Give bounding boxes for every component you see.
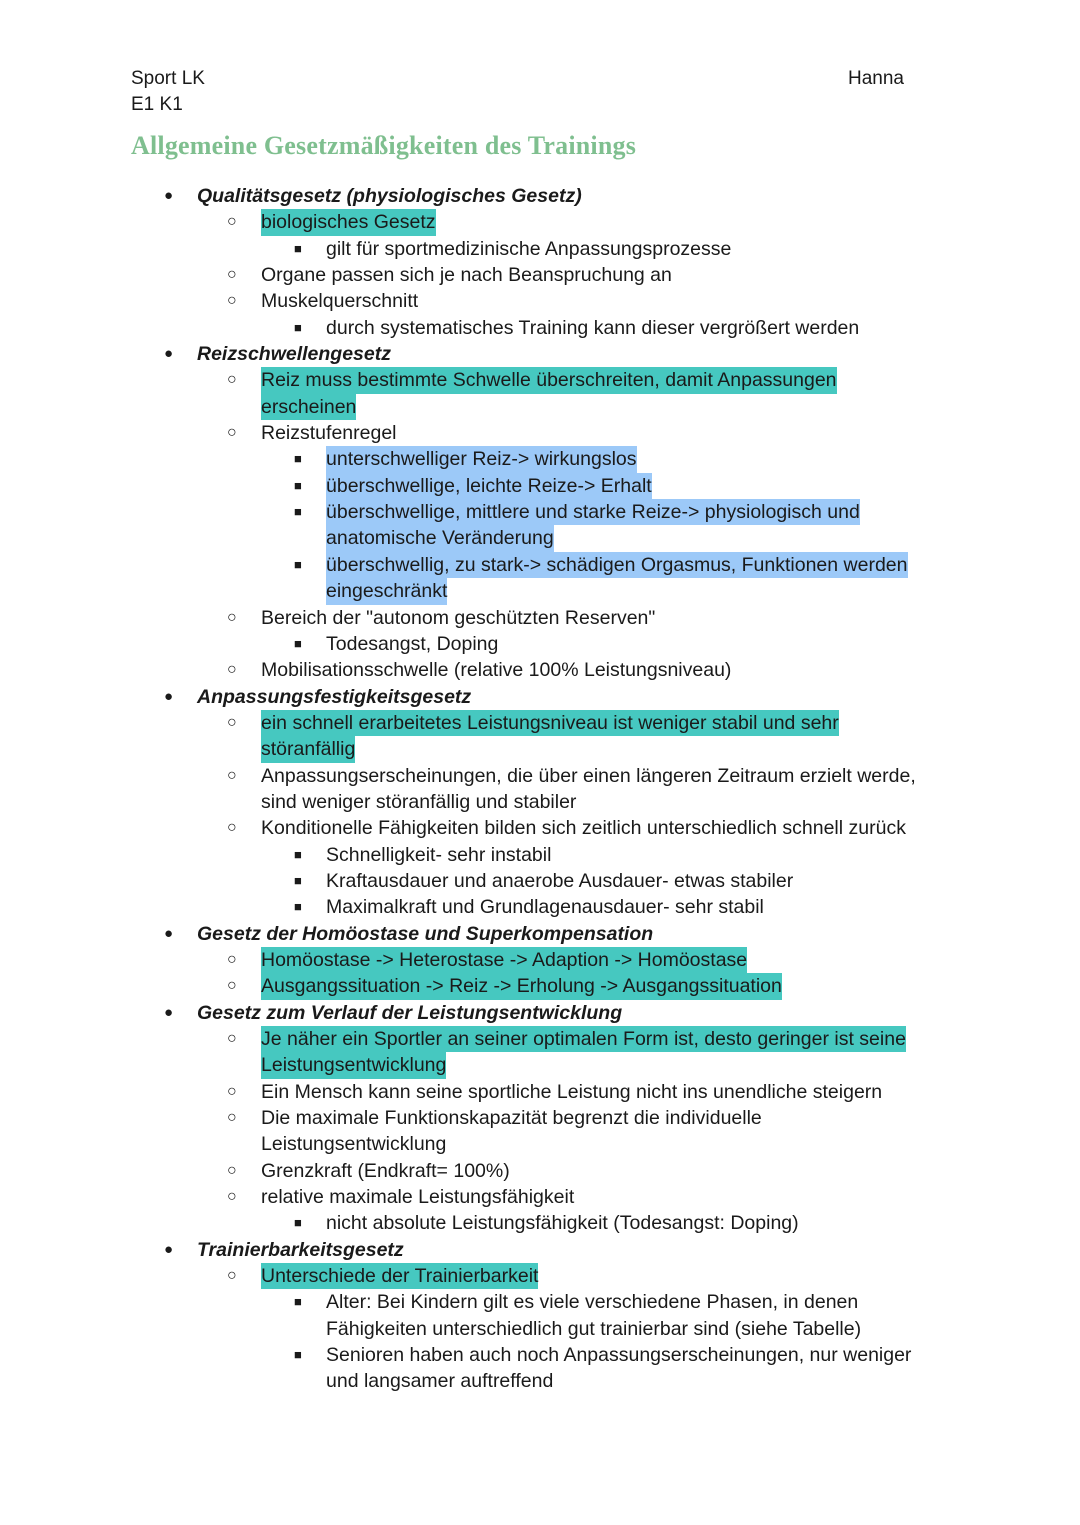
list-item-text: Leistungsentwicklung (261, 1052, 446, 1078)
bullet-icon: ● (164, 687, 174, 705)
bullet-icon: ■ (294, 635, 302, 651)
list-item-level-2 (0, 789, 1080, 815)
bullet-icon: ■ (294, 504, 302, 520)
list-item-text: relative maximale Leistungsfähigkeit (261, 1186, 575, 1209)
bullet-icon: ○ (227, 1161, 237, 1179)
list-item-text: nicht absolute Leistungsfähigkeit (Todesangst: Doping) (326, 1212, 799, 1235)
list-item-level-2 (0, 763, 1080, 789)
list-item-text: Ein Mensch kann seine sportliche Leistung nicht ins unendliche steigern (261, 1080, 883, 1103)
bullet-icon: ○ (227, 713, 237, 731)
list-item-level-2 (0, 209, 1080, 235)
list-item-level-3 (0, 578, 1080, 604)
list-item-level-2 (0, 736, 1080, 762)
bullet-icon: ■ (294, 319, 302, 335)
bullet-icon: ■ (294, 872, 302, 888)
list-item-level-2 (0, 420, 1080, 446)
list-item-text: Homöostase -> Heterostase -> Adaption -> Homöostase (261, 947, 747, 973)
bullet-icon: ■ (294, 1347, 302, 1363)
unit-label: E1 K1 (131, 94, 183, 115)
list-item-level-1 (0, 921, 1080, 947)
list-item-text: Senioren haben auch noch Anpassungserscheinungen, nur weniger (326, 1344, 912, 1367)
list-item-text: störanfällig (261, 736, 355, 762)
list-item-level-2 (0, 710, 1080, 736)
page-title: Allgemeine Gesetzmäßigkeiten des Trainings (131, 131, 637, 160)
bullet-icon: ■ (294, 1215, 302, 1231)
list-item-text: sind weniger störanfällig und stabiler (261, 790, 577, 813)
bullet-icon: ○ (227, 608, 237, 626)
list-item-text: und langsamer auftreffend (326, 1370, 554, 1393)
list-item-level-2 (0, 1158, 1080, 1184)
list-item-level-3 (0, 894, 1080, 920)
list-item-text: Anpassungserscheinungen, die über einen längeren Zeitraum erzielt werde, (261, 764, 916, 787)
list-item-level-3 (0, 499, 1080, 525)
course-label: Sport LK (131, 68, 205, 89)
list-item-text: Leistungsentwicklung (261, 1133, 447, 1156)
bullet-icon: ● (164, 1240, 174, 1258)
bullet-icon: ○ (227, 950, 237, 968)
bullet-icon: ● (164, 924, 174, 942)
bullet-icon: ○ (227, 213, 237, 231)
bullet-icon: ● (164, 1003, 174, 1021)
list-item-text: Alter: Bei Kindern gilt es viele verschiedene Phasen, in denen (326, 1291, 859, 1314)
list-item-text: durch systematisches Training kann dieser vergrößert werden (326, 316, 860, 339)
list-item-level-3 (0, 552, 1080, 578)
header-left (131, 66, 205, 118)
list-item-level-1 (0, 684, 1080, 710)
bullet-icon: ○ (227, 766, 237, 784)
list-item-level-2 (0, 367, 1080, 393)
section-heading: Reizschwellengesetz (197, 343, 391, 366)
list-item-text: Konditionelle Fähigkeiten bilden sich zeitlich unterschiedlich schnell zurück (261, 817, 906, 840)
bullet-icon: ● (164, 187, 174, 204)
bullet-icon: ● (164, 345, 174, 363)
list-item-level-1 (0, 183, 1080, 209)
list-item-text: anatomische Veränderung (326, 525, 554, 551)
bullet-icon: ○ (227, 292, 237, 310)
bullet-icon: ○ (227, 819, 237, 837)
list-item-level-3 (0, 1368, 1080, 1394)
list-item-text: erscheinen (261, 394, 356, 420)
bullet-icon: ○ (227, 1030, 237, 1047)
list-item-level-3 (0, 236, 1080, 262)
list-item-level-2 (0, 1052, 1080, 1078)
bullet-icon: ○ (227, 661, 237, 679)
section-heading: Qualitätsgesetz (physiologisches Gesetz) (197, 185, 582, 207)
list-item-text: Mobilisationsschwelle (relative 100% Leistungsniveau) (261, 659, 732, 682)
list-item-text: unterschwelliger Reiz-> wirkungslos (326, 446, 637, 472)
bullet-icon: ■ (294, 556, 302, 572)
bullet-icon: ○ (227, 1188, 237, 1206)
list-item-level-2 (0, 815, 1080, 841)
list-item-level-3 (0, 1210, 1080, 1236)
notes-list (0, 183, 1080, 1395)
list-item-level-2 (0, 1079, 1080, 1105)
bullet-icon: ○ (227, 1082, 237, 1100)
list-item-level-2 (0, 394, 1080, 420)
bullet-icon: ■ (294, 1294, 302, 1310)
list-item-text: ein schnell erarbeitetes Leistungsniveau ist weniger stabil und sehr (261, 710, 839, 736)
list-item-text: biologisches Gesetz (261, 209, 436, 235)
bullet-icon: ■ (294, 240, 302, 256)
list-item-text: überschwellig, zu stark-> schädigen Orgasmus, Funktionen werden (326, 552, 908, 578)
list-item-level-3 (0, 1316, 1080, 1342)
list-item-text: Ausgangssituation -> Reiz -> Erholung -> Ausgangssituation (261, 973, 782, 999)
author-name: Hanna (848, 68, 904, 89)
list-item-text: Todesangst, Doping (326, 632, 499, 655)
list-item-level-3 (0, 842, 1080, 868)
list-item-level-3 (0, 446, 1080, 472)
list-item-level-3 (0, 1289, 1080, 1315)
section-heading: Gesetz zum Verlauf der Leistungsentwicklung (197, 1001, 623, 1024)
list-item-level-2 (0, 262, 1080, 288)
list-item-level-2 (0, 1131, 1080, 1157)
section-heading: Gesetz der Homöostase und Superkompensation (197, 922, 654, 945)
list-item-text: Maximalkraft und Grundlagenausdauer- sehr stabil (326, 896, 764, 919)
bullet-icon: ■ (294, 451, 302, 467)
list-item-text: Kraftausdauer und anaerobe Ausdauer- etwas stabiler (326, 869, 794, 892)
list-item-level-2 (0, 605, 1080, 631)
list-item-text: Bereich der "autonom geschützten Reserven" (261, 606, 656, 629)
bullet-icon: ○ (227, 1267, 237, 1285)
list-item-text: Grenzkraft (Endkraft= 100%) (261, 1159, 510, 1182)
bullet-icon: ■ (294, 477, 302, 493)
list-item-text: Organe passen sich je nach Beanspruchung an (261, 264, 672, 287)
list-item-level-3 (0, 525, 1080, 551)
list-item-level-2 (0, 1184, 1080, 1210)
list-item-level-3 (0, 1342, 1080, 1368)
list-item-text: Die maximale Funktionskapazität begrenzt die individuelle (261, 1107, 762, 1130)
list-item-level-1 (0, 1237, 1080, 1263)
list-item-text: Fähigkeiten unterschiedlich gut trainierbar sind (siehe Tabelle) (326, 1317, 862, 1340)
list-item-text: gilt für sportmedizinische Anpassungsprozesse (326, 237, 732, 260)
list-item-text: überschwellige, mittlere und starke Reize-> physiologisch und (326, 499, 860, 525)
list-item-text: eingeschränkt (326, 578, 447, 604)
bullet-icon: ○ (227, 371, 237, 389)
bullet-icon: ■ (294, 846, 302, 862)
list-item-level-2 (0, 657, 1080, 683)
list-item-text: überschwellige, leichte Reize-> Erhalt (326, 473, 652, 499)
bullet-icon: ■ (294, 899, 302, 915)
section-heading: Anpassungsfestigkeitsgesetz (197, 685, 472, 708)
list-item-level-2 (0, 288, 1080, 314)
list-item-text: Je näher ein Sportler an seiner optimalen Form ist, desto geringer ist seine (261, 1026, 906, 1052)
list-item-level-3 (0, 315, 1080, 341)
list-item-level-2 (0, 1105, 1080, 1131)
list-item-level-3 (0, 868, 1080, 894)
list-item-level-2 (0, 1026, 1080, 1052)
list-item-level-3 (0, 631, 1080, 657)
list-item-text: Reizstufenregel (261, 422, 397, 445)
list-item-level-2 (0, 947, 1080, 973)
list-item-level-1 (0, 1000, 1080, 1026)
list-item-text: Unterschiede der Trainierbarkeit (261, 1263, 538, 1289)
bullet-icon: ○ (227, 977, 237, 995)
list-item-level-3 (0, 473, 1080, 499)
bullet-icon: ○ (227, 424, 237, 442)
list-item-text: Reiz muss bestimmte Schwelle überschreiten, damit Anpassungen (261, 367, 837, 393)
list-item-text: Schnelligkeit- sehr instabil (326, 843, 552, 866)
list-item-level-2 (0, 973, 1080, 999)
list-item-level-1 (0, 341, 1080, 367)
list-item-level-2 (0, 1263, 1080, 1289)
bullet-icon: ○ (227, 266, 237, 284)
section-heading: Trainierbarkeitsgesetz (197, 1238, 404, 1261)
bullet-icon: ○ (227, 1109, 237, 1127)
list-item-text: Muskelquerschnitt (261, 290, 419, 313)
